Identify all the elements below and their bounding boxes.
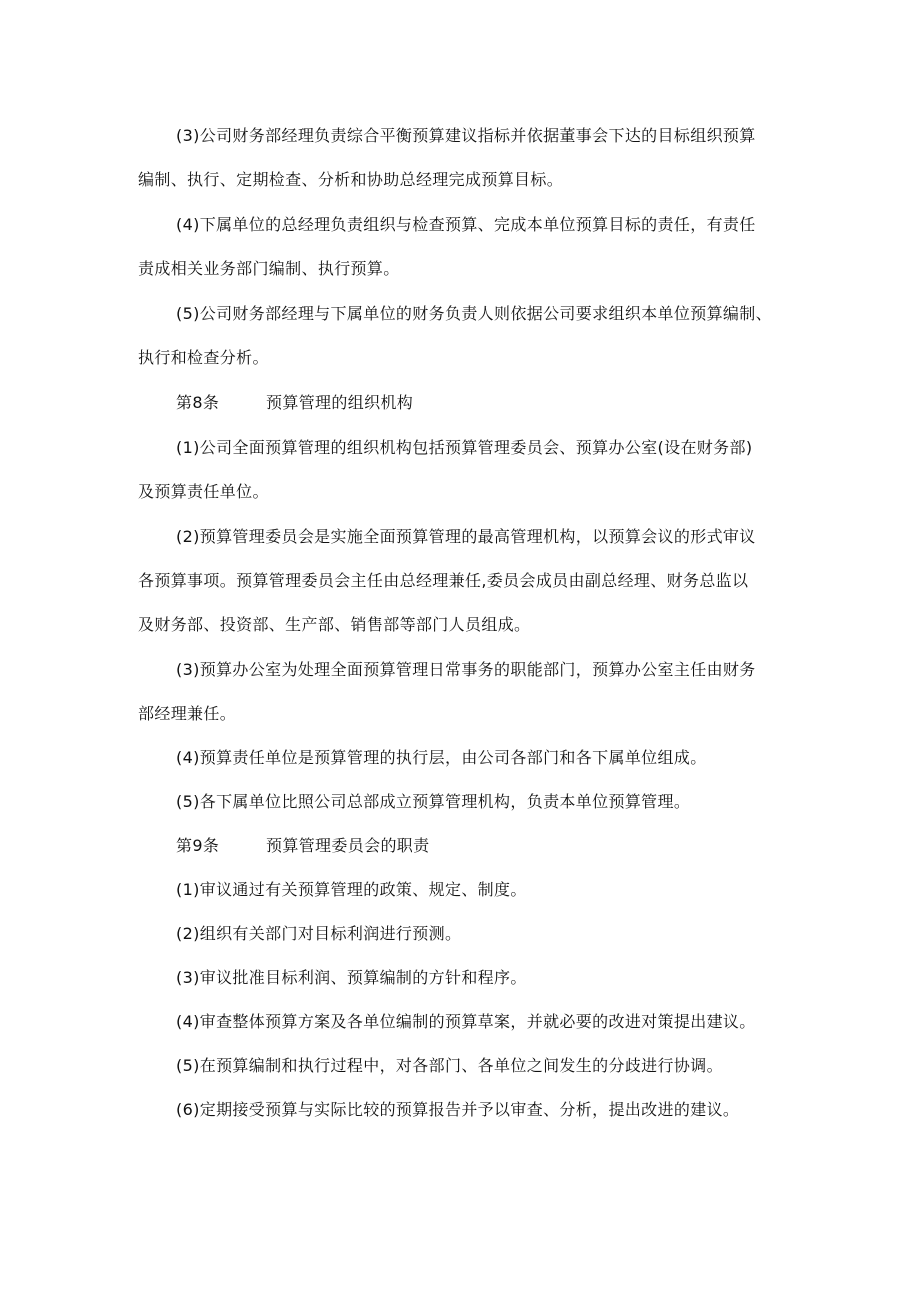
article-9-title: 预算管理委员会的职责 xyxy=(266,836,430,855)
article-9-heading xyxy=(176,836,430,856)
paragraph-3-line-1: (3)公司财务部经理负责综合平衡预算建议指标并依据董事会下达的目标组织预算 xyxy=(176,126,756,145)
article-9-item-3: (3)审议批准目标利润、预算编制的方针和程序。 xyxy=(176,968,527,987)
paragraph-3-line-2: 编制、执行、定期检查、分析和协助总经理完成预算目标。 xyxy=(138,170,564,189)
article-8-number: 第8条 xyxy=(176,393,220,412)
article-8-item-5: (5)各下属单位比照公司总部成立预算管理机构，负责本单位预算管理。 xyxy=(176,792,691,811)
article-8-item-2-line-1: (2)预算管理委员会是实施全面预算管理的最高管理机构，以预算会议的形式审议 xyxy=(176,527,756,546)
article-8-item-1-line-2: 及预算责任单位。 xyxy=(138,482,269,501)
article-9-item-1: (1)审议通过有关预算管理的政策、规定、制度。 xyxy=(176,880,527,899)
article-9-item-4: (4)审查整体预算方案及各单位编制的预算草案，并就必要的改进对策提出建议。 xyxy=(176,1012,756,1031)
article-8-title: 预算管理的组织机构 xyxy=(266,393,414,412)
article-8-item-3-line-2: 部经理兼任。 xyxy=(138,704,237,723)
article-8-item-1-line-1: (1)公司全面预算管理的组织机构包括预算管理委员会、预算办公室(设在财务部) xyxy=(176,438,753,457)
paragraph-5-line-1: (5)公司财务部经理与下属单位的财务负责人则依据公司要求组织本单位预算编制、 xyxy=(176,304,772,323)
article-9-item-5: (5)在预算编制和执行过程中，对各部门、各单位之间发生的分歧进行协调。 xyxy=(176,1056,723,1075)
article-8-item-4: (4)预算责任单位是预算管理的执行层，由公司各部门和各下属单位组成。 xyxy=(176,748,707,767)
article-9-number: 第9条 xyxy=(176,836,220,855)
article-8-item-3-line-1: (3)预算办公室为处理全面预算管理日常事务的职能部门，预算办公室主任由财务 xyxy=(176,660,756,679)
paragraph-5-line-2: 执行和检查分析。 xyxy=(138,348,269,367)
paragraph-4-line-1: (4)下属单位的总经理负责组织与检查预算、完成本单位预算目标的责任，有责任 xyxy=(176,215,756,234)
article-8-heading xyxy=(176,393,413,413)
article-9-item-6: (6)定期接受预算与实际比较的预算报告并予以审查、分析，提出改进的建议。 xyxy=(176,1100,740,1119)
paragraph-4-line-2: 责成相关业务部门编制、执行预算。 xyxy=(138,259,400,278)
article-9-item-2: (2)组织有关部门对目标利润进行预测。 xyxy=(176,924,462,943)
article-8-item-2-line-2: 各预算事项。预算管理委员会主任由总经理兼任,委员会成员由副总经理、财务总监以 xyxy=(138,571,749,590)
article-8-item-2-line-3: 及财务部、投资部、生产部、销售部等部门人员组成。 xyxy=(138,615,531,634)
